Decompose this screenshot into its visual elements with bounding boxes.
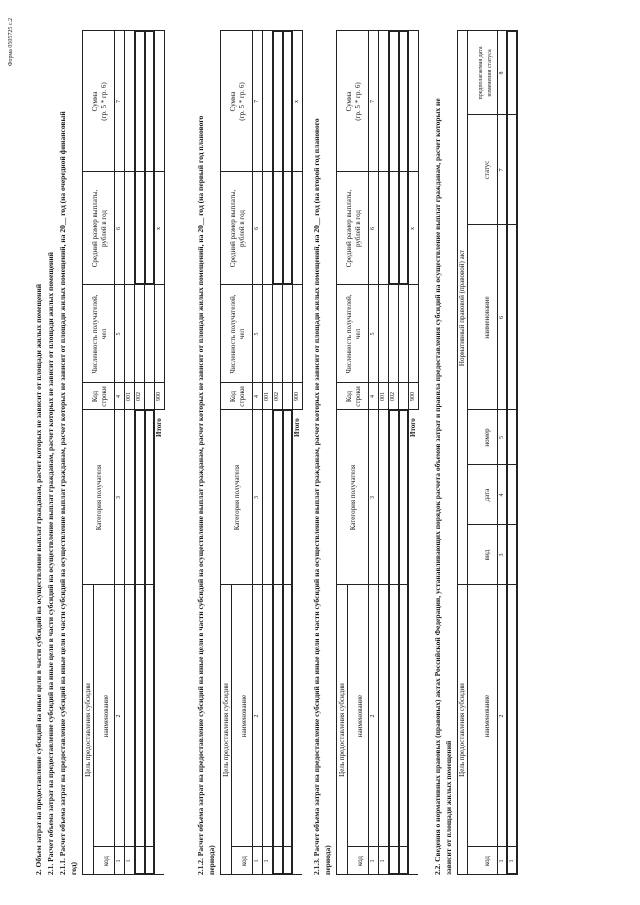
t1-colnum-5: 5 [116, 332, 122, 336]
t1-colnum-3: 3 [116, 496, 122, 499]
t2-colnum-4: 4 [254, 395, 260, 398]
t4-act-header: Нормативный правовой (правовой) акт [458, 249, 466, 367]
t2-total-label: Итого [293, 418, 301, 437]
t3-row-code: 1 [380, 859, 386, 863]
t4-pred-header: предполагаемая дата [478, 46, 484, 100]
table-2-1-3-title: 2.1.3. Расчет объема затрат на предоставление субсидий на иные цели в части субсидий на осуществление выплат гражданам, расчет которых не зависит от площади жилых помещений, на 20__ год (на второй год планового [312, 118, 321, 875]
t3-avg-header-2: рублей в год [354, 210, 362, 247]
t1-total-x: x [156, 227, 162, 230]
t1-line-code-header: Код [91, 390, 99, 403]
t2-category-header: Категория получателя [233, 464, 241, 531]
t3-colnum-2: 2 [370, 714, 376, 718]
t2-row-002: 002 [274, 392, 280, 401]
t3-total-x: x [410, 227, 416, 230]
t3-avg-header: Средний размер выплаты, [345, 189, 353, 268]
t2-sum-header-2: (гр. 5 * гр. 6) [238, 82, 246, 121]
t4-row-code: 1 [509, 859, 515, 863]
t4-colnum-5: 5 [499, 436, 505, 439]
t2-colnum-5: 5 [254, 332, 260, 336]
t1-line-code-header-2: строки [100, 386, 108, 407]
t1-count-header: Численность получателей, [91, 294, 99, 374]
t2-line-code-header-2: строки [238, 386, 246, 407]
table-2-2-title: 2.2. Сведения о нормативных правовых (правовых) актах Российской Федерации, устанавливающих порядок расчета объемов затрат и правила предоставления субсидий на осуществление выплат гражданам, расчет которых не [433, 98, 442, 875]
t1-sum-header-2: (гр. 5 * гр. 6) [100, 82, 108, 121]
table-2-2-title-cont: зависит от площади жилых помещений [444, 740, 453, 875]
t2-count-header: Численность получателей, [229, 294, 237, 374]
t4-goal-header: Цель предоставления субсидии [458, 683, 466, 777]
t1-goal-header: Цель предоставления субсидии [84, 683, 92, 777]
t1-colnum-6: 6 [116, 227, 122, 230]
t4-kind-header: вид [483, 549, 491, 561]
t3-category-header: Категория получателя [349, 464, 357, 531]
t1-total-code: 900 [156, 392, 162, 401]
t1-count-header-2: чел [100, 328, 108, 340]
t4-number-header: номер [483, 428, 491, 447]
t4-status-header: статус [483, 160, 491, 180]
t4-colnum-7: 7 [499, 168, 505, 172]
t3-total-label: Итого [409, 418, 417, 437]
t3-line-code-header: Код [345, 390, 353, 403]
t3-count-header: Численность получателей, [345, 294, 353, 374]
t3-colnum-1: 1 [370, 859, 376, 863]
t3-count-header-2: чел [354, 328, 362, 340]
t3-line-code-header-2: строки [354, 386, 362, 407]
t1-code-header: код [102, 856, 110, 866]
t2-total-code: 900 [294, 392, 300, 401]
table-2-1-1-title: 2.1.1. Расчет объема затрат на предоставление субсидий на иные цели в части субсидий на осуществление выплат гражданам, расчет которых не зависит от площади жилых помещений, на 20__ год (на очередной финансовый [58, 111, 67, 875]
table-2-1-2-title-cont: периода) [207, 845, 216, 875]
t1-colnum-7: 7 [116, 100, 122, 103]
t1-avg-header-2: рублей в год [100, 210, 108, 247]
t1-category-header: Категория получателя [95, 464, 103, 531]
t2-colnum-7: 7 [254, 100, 260, 103]
t4-name-header: наименование [483, 694, 491, 738]
t2-goal-header: Цель предоставления субсидии [222, 683, 230, 777]
t3-name-header: наименование [356, 694, 364, 738]
t2-row-001: 001 [264, 392, 270, 401]
t4-colnum-2: 2 [499, 714, 505, 718]
section-2-heading: 2. Объем затрат на предоставление субсидий на иные цели в части субсидий на осуществление выплат гражданам, расчет которых не зависит от площади жилых помещений [34, 283, 43, 875]
t2-avg-header: Средний размер выплаты, [229, 189, 237, 268]
t4-aname-header: наименование [483, 296, 491, 339]
t3-total-code: 900 [410, 392, 416, 401]
t3-code-header: код [356, 856, 364, 866]
t4-colnum-6: 6 [499, 316, 505, 319]
t3-row-001: 001 [380, 392, 386, 401]
table-2-1-1-title-cont: год) [69, 861, 78, 875]
t4-colnum-1: 1 [499, 859, 505, 863]
t2-code-header: код [240, 856, 248, 866]
t3-colnum-7: 7 [370, 100, 376, 103]
t2-line-code-header: Код [229, 390, 237, 403]
t2-avg-header-2: рублей в год [238, 210, 246, 247]
t3-colnum-5: 5 [370, 332, 376, 336]
t4-date-header: дата [483, 488, 491, 502]
t2-colnum-1: 1 [254, 859, 260, 863]
form-code: Форма 0505725 с.2 [8, 18, 14, 67]
t4-colnum-4: 4 [499, 493, 505, 497]
t2-row-code: 1 [264, 859, 270, 863]
t4-code-header: код [483, 856, 491, 866]
t3-colnum-6: 6 [370, 227, 376, 230]
t3-colnum-3: 3 [370, 496, 376, 499]
t1-total-label: Итого [155, 418, 163, 437]
t2-sum-header: Сумма [229, 91, 237, 112]
t2-colnum-6: 6 [254, 227, 260, 230]
t3-row-002: 002 [390, 392, 396, 401]
t3-sum-header-2: (гр. 5 * гр. 6) [354, 82, 362, 121]
section-2-1-heading: 2.1. Расчет объема затрат на предоставление субсидий на иные цели в части субсидий на осуществление выплат гражданам, расчет которых не зависит от площади жилых помещений [46, 252, 55, 875]
t2-colnum-3: 3 [254, 496, 260, 499]
t3-goal-header: Цель предоставления субсидии [338, 683, 346, 777]
t4-colnum-8: 8 [499, 71, 505, 75]
t3-sum-header: Сумма [345, 91, 353, 112]
t1-row-001: 001 [126, 392, 132, 401]
t1-colnum-1: 1 [116, 859, 122, 863]
t3-colnum-4: 4 [370, 395, 376, 398]
table-2-1-3-title-cont: периода) [323, 845, 332, 875]
t2-count-header-2: чел [238, 328, 246, 340]
t1-avg-header: Средний размер выплаты, [91, 189, 99, 268]
t1-row-002: 002 [136, 392, 142, 401]
t2-name-header: наименование [240, 694, 248, 738]
table-2-1-2-title: 2.1.2. Расчет объема затрат на предоставление субсидий на иные цели в части субсидий на осуществление выплат гражданам, расчет которых не зависит от площади жилых помещений, на 20__ год (на первый год планового [196, 115, 205, 875]
t1-sum-header: Сумма [91, 91, 99, 112]
t4-colnum-3: 3 [499, 553, 505, 557]
t2-total-x: x [294, 100, 300, 103]
t1-colnum-4: 4 [116, 395, 122, 398]
t1-row-code: 1 [126, 859, 132, 863]
t2-colnum-2: 2 [254, 714, 260, 718]
t4-pred-header-2: изменения статуса [487, 49, 493, 97]
t1-colnum-2: 2 [116, 714, 122, 718]
t1-name-header: наименование [102, 694, 110, 738]
